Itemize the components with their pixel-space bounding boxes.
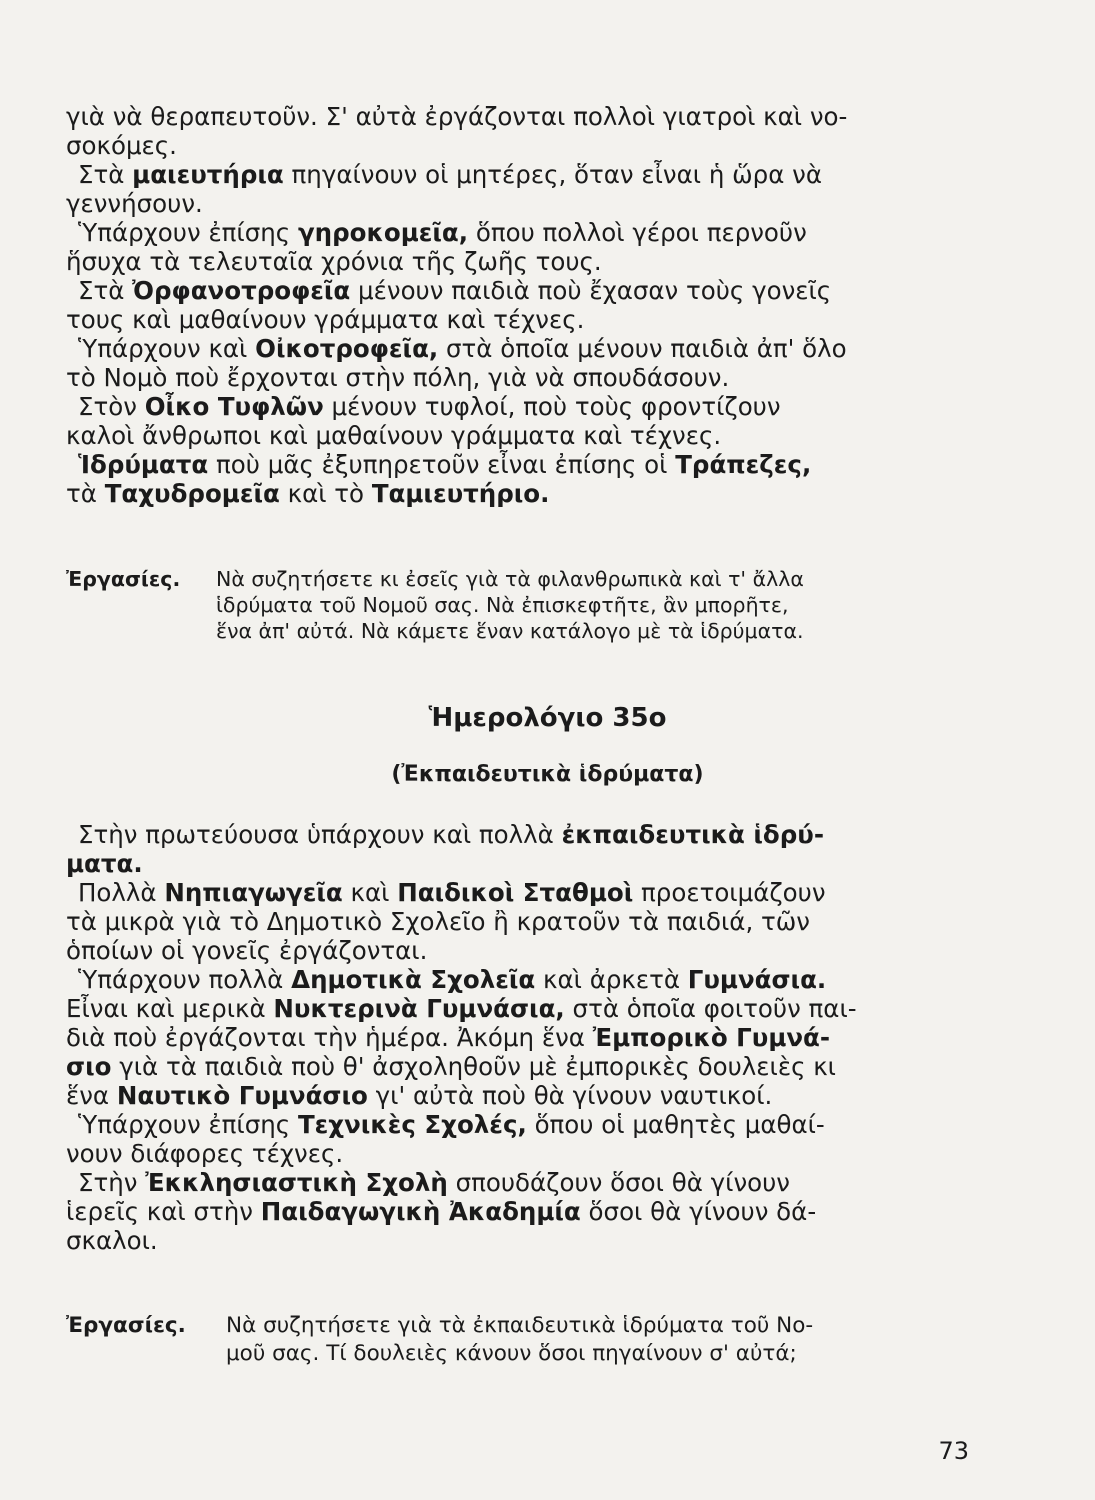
text-line: σιο γιὰ τὰ παιδιὰ ποὺ θ' ἀσχοληθοῦν μὲ ἐμπορικὲς δουλειὲς κι: [66, 1052, 836, 1081]
text-line: τους καὶ μαθαίνουν γράμματα καὶ τέχνες.: [66, 305, 585, 334]
bold-term: Ταμιευτήριο.: [371, 479, 550, 508]
section-charitable-institutions: [66, 102, 946, 508]
bold-term: Παιδαγωγικὴ Ἀκαδημία: [260, 1197, 581, 1226]
text-line: τὰ Ταχυδρομεῖα καὶ τὸ Ταμιευτήριο.: [66, 479, 550, 508]
text-line: σκαλοι.: [66, 1226, 158, 1255]
bold-term: Νυκτερινὰ Γυμνάσια,: [273, 994, 565, 1023]
text-line: ἥσυχα τὰ τελευταῖα χρόνια τῆς ζωῆς τους.: [66, 247, 602, 276]
text-line: Ὑπάρχουν καὶ Οἰκοτροφεῖα, στὰ ὁποῖα μένουν παιδιὰ ἀπ' ὅλο: [78, 334, 847, 363]
text-line: γιὰ νὰ θεραπευτοῦν. Σ' αὐτὰ ἐργάζονται πολλοὶ γιατροὶ καὶ νο-: [66, 102, 848, 131]
bold-term: Δημοτικὰ Σχολεῖα: [291, 965, 536, 994]
text-line: νουν διάφορες τέχνες.: [66, 1139, 344, 1168]
bold-term: γηροκομεῖα,: [297, 218, 469, 247]
text-line: ὁποίων οἱ γονεῖς ἐργάζονται.: [66, 936, 428, 965]
exercise-text: Νὰ συζητήσετε κι ἐσεῖς γιὰ τὰ φιλανθρωπικὰ καὶ τ' ἄλλα ἱδρύματα τοῦ Νομοῦ σας. Νὰ ἐπισκεφτῆτε, ἂν μπορῆτε, ἕνα ἀπ' αὐτά. Νὰ κάμετε ἕναν κατάλογο μὲ τὰ ἱδρύματα.: [216, 567, 804, 643]
bold-term: σιο: [66, 1052, 112, 1081]
page-number: 73: [938, 1437, 969, 1465]
text-line: Στὰ Ὀρφανοτροφεῖα μένουν παιδιὰ ποὺ ἔχασαν τοὺς γονεῖς: [78, 276, 832, 305]
text-line: Στὴν πρωτεύουσα ὑπάρχουν καὶ πολλὰ ἐκπαιδευτικὰ ἱδρύ-: [78, 820, 825, 849]
text-line: τὸ Νομὸ ποὺ ἔρχονται στὴν πόλη, γιὰ νὰ σπουδάσουν.: [66, 363, 730, 392]
text-line: διὰ ποὺ ἐργάζονται τὴν ἡμέρα. Ἀκόμη ἕνα Ἐμπορικὸ Γυμνά-: [66, 1023, 831, 1052]
exercise-block-2: [66, 1312, 946, 1368]
bold-term: ματα.: [66, 849, 143, 878]
bold-term: Τεχνικὲς Σχολές,: [297, 1110, 527, 1139]
exercise-text: Νὰ συζητήσετε γιὰ τὰ ἐκπαιδευτικὰ ἱδρύματα τοῦ Νο- μοῦ σας. Τί δουλειὲς κάνουν ὅσοι πηγαίνουν σ' αὐτά;: [226, 1313, 814, 1366]
text-line: σοκόμες.: [66, 131, 177, 160]
text-line: ἱερεῖς καὶ στὴν Παιδαγωγικὴ Ἀκαδημία ὅσοι θὰ γίνουν δά-: [66, 1197, 817, 1226]
bold-term: Ταχυδρομεῖα: [104, 479, 280, 508]
bold-term: Νηπιαγωγεῖα: [164, 878, 343, 907]
bold-term: Ἱδρύματα: [78, 450, 209, 479]
diary-title: Ἡμερολόγιο 35ο: [428, 703, 667, 733]
bold-term: Οἶκο Τυφλῶν: [144, 392, 324, 421]
section-educational-institutions: [66, 820, 946, 1255]
text-line: Στὰ μαιευτήρια πηγαίνουν οἱ μητέρες, ὅταν εἶναι ἡ ὥρα νὰ: [78, 160, 822, 189]
text-line: Ὑπάρχουν ἐπίσης Τεχνικὲς Σχολές, ὅπου οἱ μαθητὲς μαθαί-: [78, 1110, 825, 1139]
bold-term: Οἰκοτροφεῖα,: [255, 334, 439, 363]
bold-term: Τράπεζες,: [675, 450, 812, 479]
diary-subtitle: (Ἐκπαιδευτικὰ ἱδρύματα): [391, 762, 704, 787]
bold-term: Παιδικοὶ Σταθμοὶ: [397, 878, 634, 907]
bold-term: μαιευτήρια: [132, 160, 284, 189]
text-line: Ὑπάρχουν πολλὰ Δημοτικὰ Σχολεῖα καὶ ἀρκετὰ Γυμνάσια.: [78, 965, 827, 994]
exercise-label: Ἐργασίες.: [66, 567, 181, 591]
text-line: [66, 849, 946, 878]
text-line: Ὑπάρχουν ἐπίσης γηροκομεῖα, ὅπου πολλοὶ γέροι περνοῦν: [78, 218, 807, 247]
text-line: Στὸν Οἶκο Τυφλῶν μένουν τυφλοί, ποὺ τοὺς φροντίζουν: [78, 392, 781, 421]
exercise-block-1: [66, 566, 946, 644]
bold-term: Ναυτικὸ Γυμνάσιο: [116, 1081, 368, 1110]
bold-term: Ὀρφανοτροφεῖα: [132, 276, 351, 305]
text-line: Ἱδρύματα ποὺ μᾶς ἐξυπηρετοῦν εἶναι ἐπίσης οἱ Τράπεζες,: [78, 450, 812, 479]
exercise-label: Ἐργασίες.: [66, 1313, 186, 1338]
bold-term: ἐκπαιδευτικὰ ἱδρύ-: [561, 820, 825, 849]
text-line: Εἶναι καὶ μερικὰ Νυκτερινὰ Γυμνάσια, στὰ ὁποῖα φοιτοῦν παι-: [66, 994, 857, 1023]
text-line: καλοὶ ἄνθρωποι καὶ μαθαίνουν γράμματα καὶ τέχνες.: [66, 421, 722, 450]
bold-term: Ἐκκλησιαστικὴ Σχολὴ: [145, 1168, 448, 1197]
bold-term: Γυμνάσια.: [687, 965, 827, 994]
text-line: Πολλὰ Νηπιαγωγεῖα καὶ Παιδικοὶ Σταθμοὶ προετοιμάζουν: [78, 878, 826, 907]
text-line: ἕνα Ναυτικὸ Γυμνάσιο γι' αὐτὰ ποὺ θὰ γίνουν ναυτικοί.: [66, 1081, 773, 1110]
text-line: γεννήσουν.: [66, 189, 203, 218]
text-line: Στὴν Ἐκκλησιαστικὴ Σχολὴ σπουδάζουν ὅσοι θὰ γίνουν: [78, 1168, 790, 1197]
bold-term: Ἐμπορικὸ Γυμνά-: [592, 1023, 831, 1052]
text-line: τὰ μικρὰ γιὰ τὸ Δημοτικὸ Σχολεῖο ἢ κρατοῦν τὰ παιδιά, τῶν: [66, 907, 810, 936]
